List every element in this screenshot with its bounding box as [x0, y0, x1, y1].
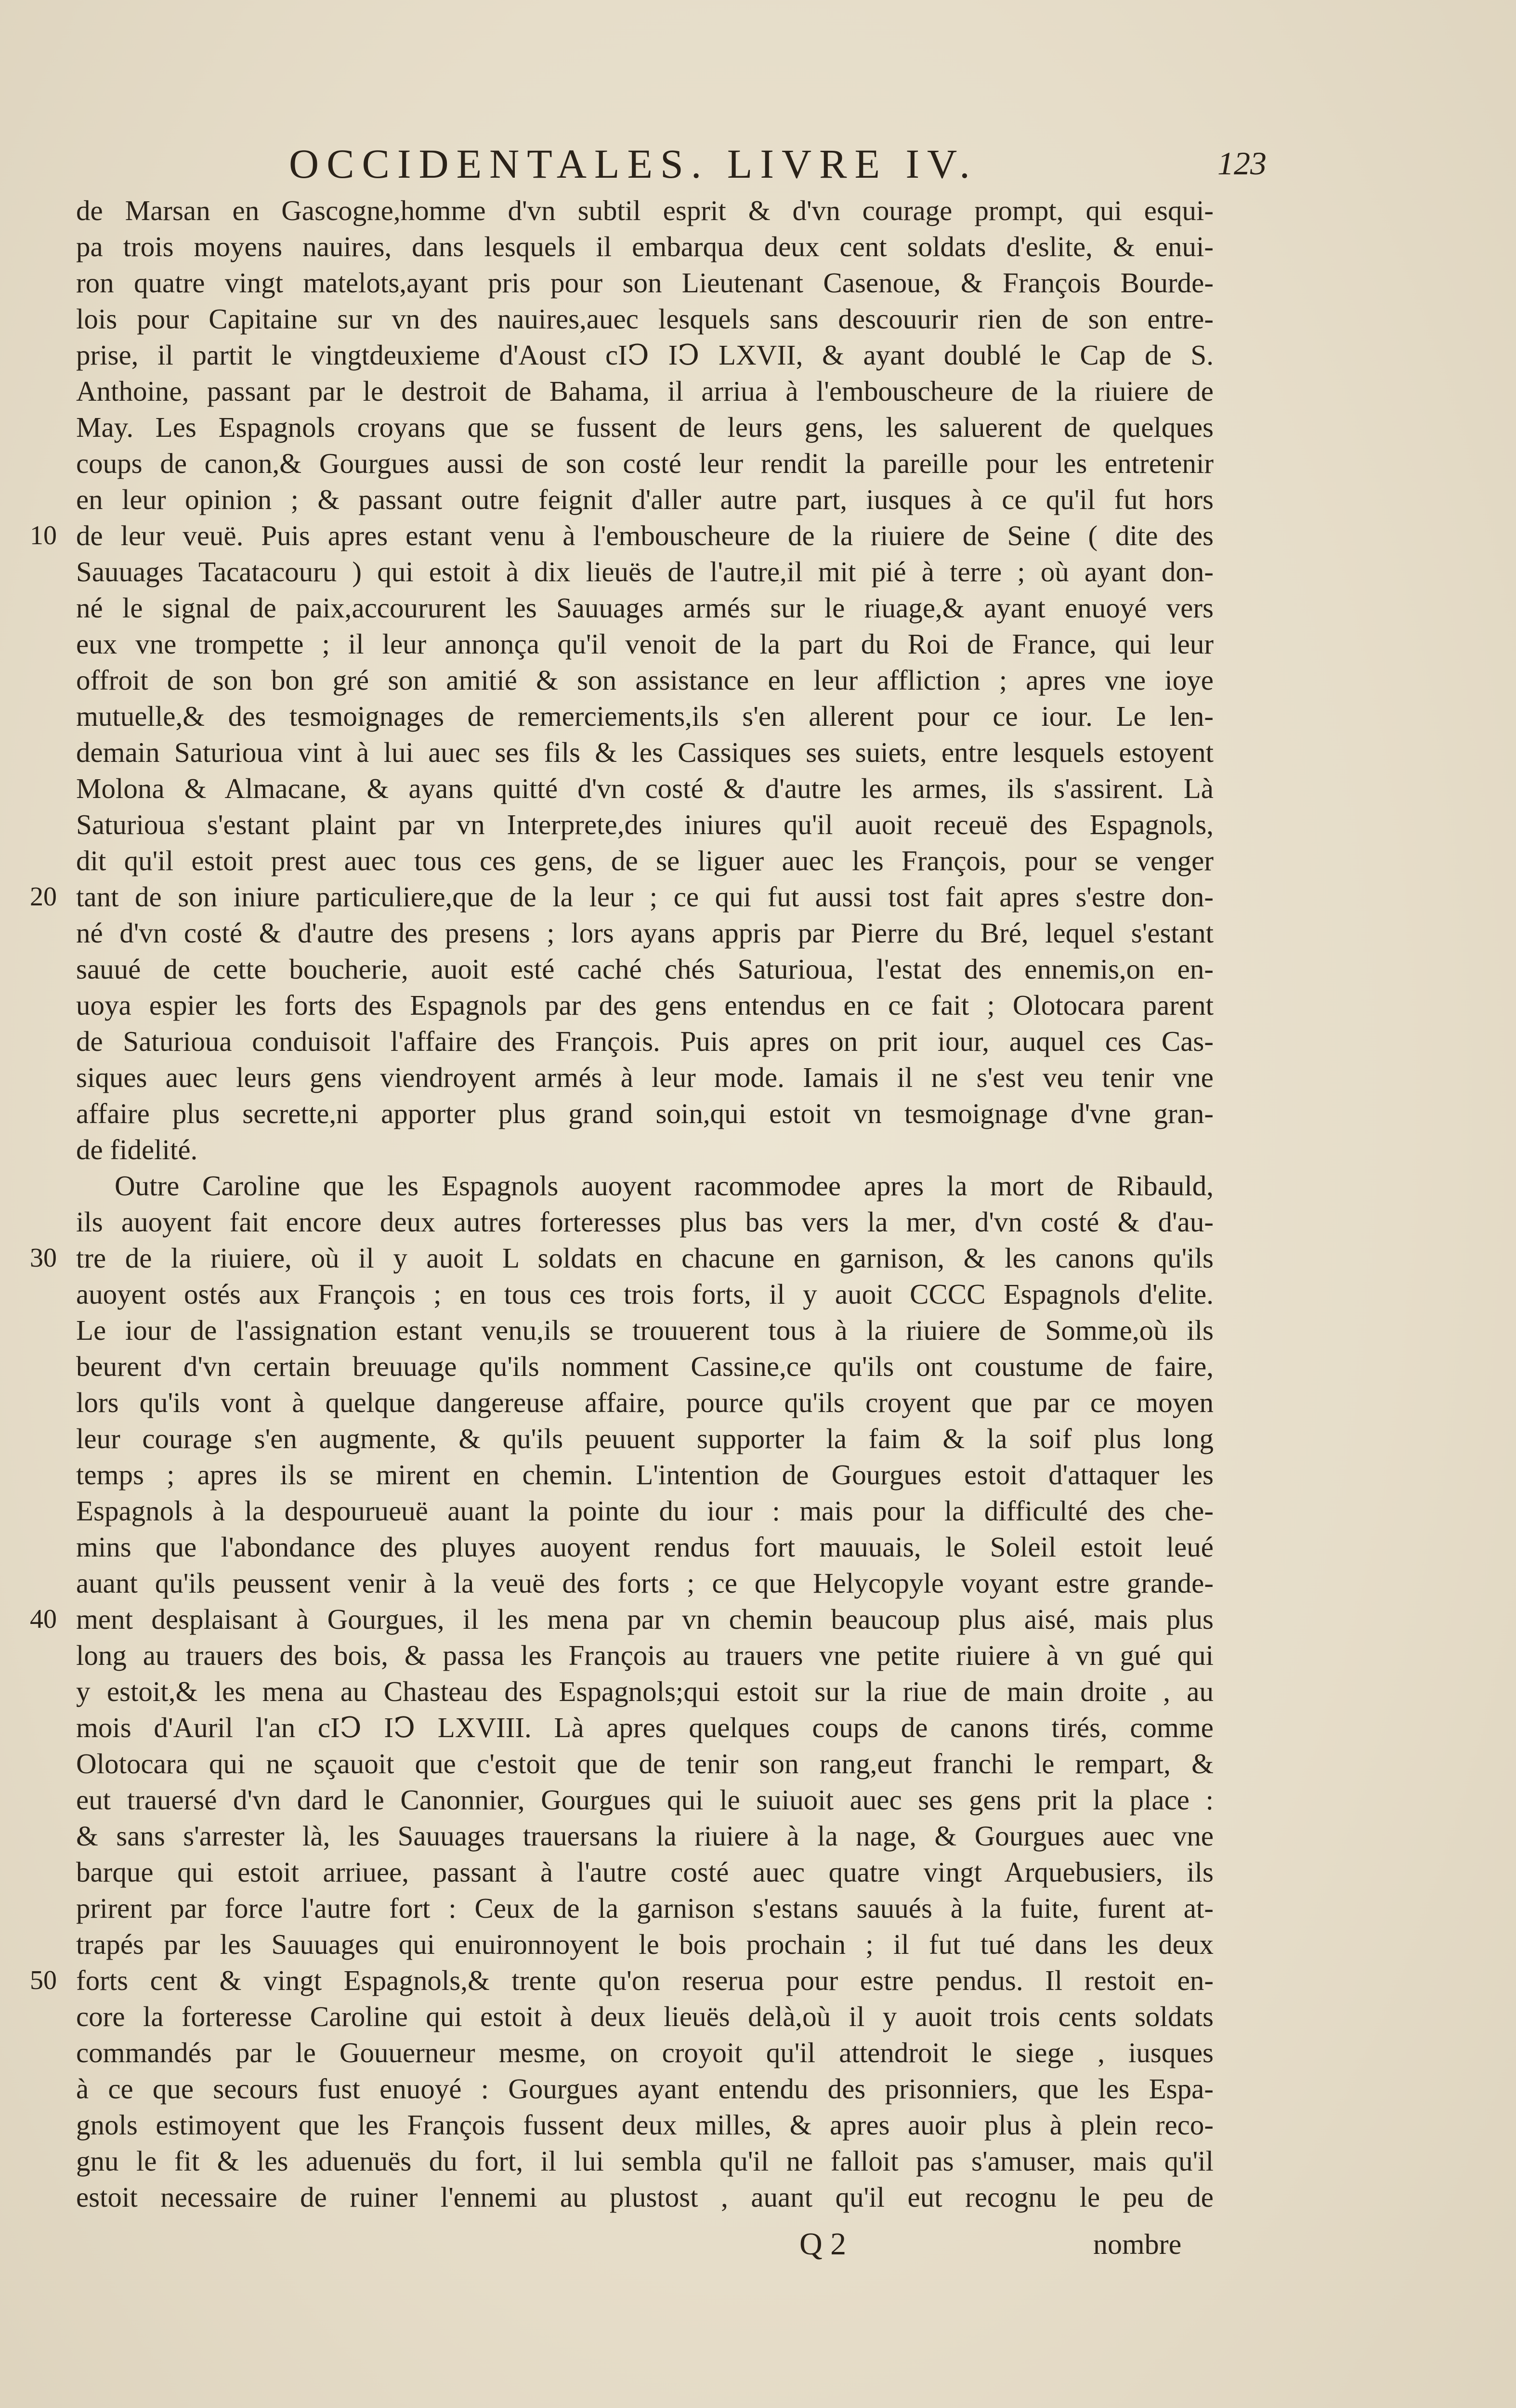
text-line: né d'vn costé & d'autre des presens ; lors ayans appris par Pierre du Bré, lequel s'estant	[76, 917, 1214, 949]
text-line: né le signal de paix,accoururent les Sauuages armés sur le riuage,& ayant enuoyé vers	[76, 592, 1214, 624]
text-line: dit qu'il estoit prest auec tous ces gens, de se liguer auec les François, pour se venger	[76, 845, 1214, 877]
text-line: gnols estimoyent que les François fussent deux milles, & apres auoir plus à plein reco-	[76, 2109, 1214, 2141]
signature-mark: Q 2	[799, 2226, 847, 2262]
text-line: Anthoine, passant par le destroit de Bahama, il arriua à l'embouscheure de la riuiere de	[76, 375, 1214, 407]
text-line: pa trois moyens nauires, dans lesquels il embarqua deux cent soldats d'eslite, & enui-	[76, 231, 1214, 262]
text-line: & sans s'arrester là, les Sauuages trauersans la riuiere à la nage, & Gourgues auec vne	[76, 1820, 1214, 1852]
line-number: 40	[30, 1604, 57, 1634]
line-number: 30	[30, 1243, 57, 1273]
text-line: y estoit,& les mena au Chasteau des Espagnols;qui estoit sur la riue de main droite , au	[76, 1675, 1214, 1707]
running-title: OCCIDENTALES. LIVRE IV.	[289, 141, 978, 187]
text-line: de fidelité.	[76, 1134, 198, 1165]
text-line: siques auec leurs gens viendroyent armés à leur mode. Iamais il ne s'est veu tenir vne	[76, 1061, 1214, 1093]
text-line: long au trauers des bois, & passa les François au trauers vne petite riuiere à vn gué qui	[76, 1639, 1214, 1671]
text-line: de Saturioua conduisoit l'affaire des François. Puis apres on prit iour, auquel ces Cas-	[76, 1025, 1214, 1057]
text-line: de leur veuë. Puis apres estant venu à l'embouscheure de la riuiere de Seine ( dite des	[76, 520, 1214, 551]
text-line: tre de la riuiere, où il y auoit L soldats en chacune en garnison, & les canons qu'ils	[76, 1242, 1214, 1274]
text-line: Saturioua s'estant plaint par vn Interprete,des iniures qu'il auoit receuë des Espagnols,	[76, 809, 1214, 840]
text-line: auoyent ostés aux François ; en tous ces trois forts, il y auoit CCCC Espagnols d'elite.	[76, 1278, 1214, 1310]
text-line: Espagnols à la despourueuë auant la pointe du iour : mais pour la difficulté des che-	[76, 1495, 1214, 1527]
text-line: eux vne trompette ; il leur annonça qu'il venoit de la part du Roi de France, qui leur	[76, 628, 1214, 660]
text-line: eut trauersé d'vn dard le Canonnier, Gourgues qui le suiuoit auec ses gens prit la place :	[76, 1784, 1214, 1816]
text-line: coups de canon,& Gourgues aussi de son costé leur rendit la pareille pour les entretenir	[76, 447, 1214, 479]
text-line: ils auoyent fait encore deux autres forteresses plus bas vers la mer, d'vn costé & d'au-	[76, 1206, 1214, 1238]
text-line: mins que l'abondance des pluyes auoyent rendus fort mauuais, le Soleil estoit leué	[76, 1531, 1214, 1563]
text-line: leur courage s'en augmente, & qu'ils peuuent supporter la faim & la soif plus long	[76, 1423, 1214, 1454]
text-line: beurent d'vn certain breuuage qu'ils nomment Cassine,ce qu'ils ont coustume de faire,	[76, 1350, 1214, 1382]
text-line: offroit de son bon gré son amitié & son assistance en leur affliction ; apres vne ioye	[76, 664, 1214, 696]
text-line: sauué de cette boucherie, auoit esté caché chés Saturioua, l'estat des ennemis,on en-	[76, 953, 1214, 985]
text-line: demain Saturioua vint à lui auec ses fils & les Cassiques ses suiets, entre lesquels estoyent	[76, 736, 1214, 768]
text-line: Le iour de l'assignation estant venu,ils se trouuerent tous à la riuiere de Somme,où ils	[76, 1314, 1214, 1346]
text-line: core la forteresse Caroline qui estoit à deux lieuës delà,où il y auoit trois cents soldats	[76, 2001, 1214, 2032]
line-number: 50	[30, 1965, 57, 1995]
text-line: prirent par force l'autre fort : Ceux de la garnison s'estans sauués à la fuite, furent at-	[76, 1892, 1214, 1924]
text-line: de Marsan en Gascogne,homme d'vn subtil esprit & d'vn courage prompt, qui esqui-	[76, 195, 1214, 226]
line-number: 20	[30, 882, 57, 912]
text-line: lors qu'ils vont à quelque dangereuse affaire, pource qu'ils croyent que par ce moyen	[76, 1387, 1214, 1418]
text-line: à ce que secours fust enuoyé : Gourgues ayant entendu des prisonniers, que les Espa-	[76, 2073, 1214, 2105]
text-line: May. Les Espagnols croyans que se fussent de leurs gens, les saluerent de quelques	[76, 411, 1214, 443]
text-line: forts cent & vingt Espagnols,& trente qu'on reserua pour estre pendus. Il restoit en-	[76, 1964, 1214, 1996]
text-line: uoya espier les forts des Espagnols par des gens entendus en ce fait ; Olotocara parent	[76, 989, 1214, 1021]
text-line: en leur opinion ; & passant outre feignit d'aller autre part, iusques à ce qu'il fut hors	[76, 484, 1214, 515]
text-line: tant de son iniure particuliere,que de la leur ; ce qui fut aussi tost fait apres s'estre don-	[76, 881, 1214, 913]
text-line: prise, il partit le vingtdeuxieme d'Aoust cIↃ IↃ LXVII, & ayant doublé le Cap de S.	[76, 339, 1214, 371]
page-header	[289, 140, 1267, 193]
text-line: temps ; apres ils se mirent en chemin. L'intention de Gourgues estoit d'attaquer les	[76, 1459, 1214, 1491]
text-line: mutuelle,& des tesmoignages de remerciements,ils s'en allerent pour ce iour. Le len-	[76, 700, 1214, 732]
text-line: ment desplaisant à Gourgues, il les mena par vn chemin beaucoup plus aisé, mais plus	[76, 1603, 1214, 1635]
text-line: Outre Caroline que les Espagnols auoyent racommodee apres la mort de Ribauld,	[115, 1170, 1214, 1202]
text-line: trapés par les Sauuages qui enuironnoyent le bois prochain ; il fut tué dans les deux	[76, 1928, 1214, 1960]
text-line: barque qui estoit arriuee, passant à l'autre costé auec quatre vingt Arquebusiers, ils	[76, 1856, 1214, 1888]
text-line: Sauuages Tacatacouru ) qui estoit à dix lieuës de l'autre,il mit pié à terre ; où ayant don-	[76, 556, 1214, 588]
text-line: auant qu'ils peussent venir à la veuë des forts ; ce que Helycopyle voyant estre grande-	[76, 1567, 1214, 1599]
page-number: 123	[1217, 145, 1267, 182]
text-line: affaire plus secrette,ni apporter plus grand soin,qui estoit vn tesmoignage d'vne gran-	[76, 1098, 1214, 1129]
text-line: mois d'Auril l'an cIↃ IↃ LXVIII. Là apres quelques coups de canons tirés, comme	[76, 1712, 1214, 1743]
line-number: 10	[30, 521, 57, 550]
text-line: lois pour Capitaine sur vn des nauires,auec lesquels sans descouurir rien de son entre-	[76, 303, 1214, 335]
text-line: Olotocara qui ne sçauoit que c'estoit que de tenir son rang,eut franchi le rempart, &	[76, 1748, 1214, 1780]
text-line: estoit necessaire de ruiner l'ennemi au plustost , auant qu'il eut recognu le peu de	[76, 2181, 1214, 2213]
text-line: gnu le fit & les aduenuës du fort, il lui sembla qu'il ne falloit pas s'amuser, mais qu'il	[76, 2145, 1214, 2177]
text-line: commandés par le Gouuerneur mesme, on croyoit qu'il attendroit le siege , iusques	[76, 2037, 1214, 2068]
text-line: ron quatre vingt matelots,ayant pris pour son Lieutenant Casenoue, & François Bourde-	[76, 267, 1214, 299]
catchword: nombre	[1093, 2228, 1182, 2260]
body-text	[76, 193, 1214, 2215]
text-line: Molona & Almacane, & ayans quitté d'vn costé & d'autre les armes, ils s'assirent. Là	[76, 772, 1214, 804]
